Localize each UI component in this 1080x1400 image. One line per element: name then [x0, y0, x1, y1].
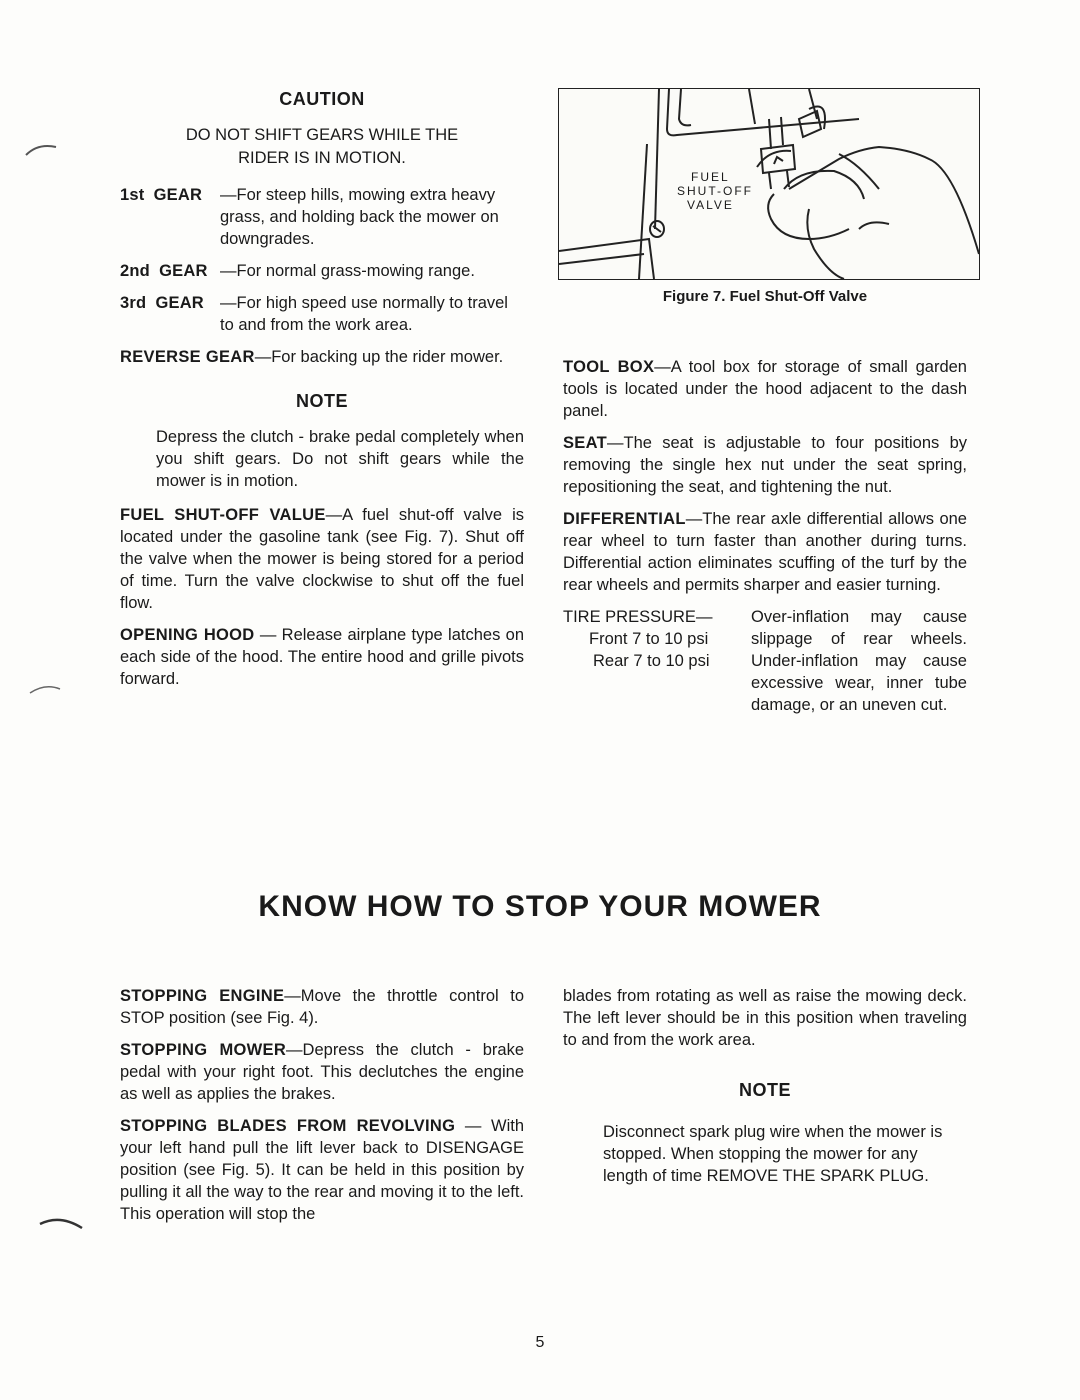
tire-notes: Over-inflation may cause slippage of rear wheels. Under-inflation may cause excessive wear, inner tube damage, or an uneven cut. [751, 608, 967, 714]
figure-label-shutoff: SHUT-OFF [677, 184, 753, 198]
fuel-valve-label: FUEL SHUT-OFF VALUE [120, 506, 326, 524]
tool-box-paragraph [563, 356, 967, 422]
differential-paragraph [563, 508, 967, 596]
stopping-mower-text: —Depress the clutch - brake pedal with your right foot. This declutches the engine as well as applies the brakes. [120, 1041, 524, 1103]
caution-heading: CAUTION [279, 89, 365, 109]
caution-text [120, 124, 524, 170]
caution-line-1: DO NOT SHIFT GEARS WHILE THE [185, 126, 459, 144]
tire-front: Front 7 to 10 psi [589, 630, 709, 648]
page-number: 5 [535, 1334, 545, 1351]
seat-paragraph [563, 432, 967, 498]
seat-text: —The seat is adjustable to four positions by removing the single hex nut under the seat spring, repositioning the seat, and tightening the nut. [563, 434, 967, 496]
note-heading: NOTE [738, 1080, 791, 1100]
fuel-valve-illustration [559, 89, 979, 279]
opening-hood-text: — Release airplane type latches on each side of the hood. The entire hood and grille pivots forward. [120, 626, 524, 688]
fuel-valve-paragraph [120, 504, 524, 614]
reverse-label: REVERSE GEAR [120, 348, 255, 366]
gear-num: 2nd [120, 262, 150, 280]
scan-mark [18, 135, 68, 185]
gear-num: 1st [120, 186, 145, 204]
gear-3rd [120, 292, 524, 336]
gear-text: —For normal grass-mowing range. [220, 262, 475, 280]
stopping-mower-paragraph [120, 1039, 524, 1105]
gear-label: GEAR [153, 186, 203, 204]
note-heading: NOTE [295, 391, 348, 411]
stopping-blades-paragraph [120, 1115, 524, 1225]
tool-box-label: TOOL BOX [563, 358, 655, 376]
blades-continued: blades from rotating as well as raise the mowing deck. The left lever should be in this position when traveling to and from the work area. [563, 987, 967, 1049]
gear-num: 3rd [120, 294, 147, 312]
gear-label: GEAR [155, 294, 204, 312]
tire-pressure [563, 606, 967, 716]
bottom-left-column [120, 985, 524, 1235]
tire-label: TIRE PRESSURE— [563, 608, 713, 626]
gear-2nd [120, 260, 524, 282]
reverse-text: —For backing up the rider mower. [254, 348, 504, 366]
stopping-engine-text: —Move the throttle control to STOP position (see Fig. 4). [120, 987, 524, 1027]
stopping-engine-label: STOPPING ENGINE [120, 987, 285, 1005]
scan-mark [20, 675, 70, 705]
fuel-valve-figure [558, 88, 980, 280]
reverse-gear [120, 346, 524, 368]
figure-caption: Figure 7. Fuel Shut-Off Valve [662, 288, 868, 305]
stopping-blades-label: STOPPING BLADES FROM REVOLVING [120, 1117, 456, 1135]
scan-mark [30, 1208, 90, 1238]
gear-label: GEAR [159, 262, 208, 280]
caution-line-2: RIDER IS IN MOTION. [238, 149, 406, 167]
note-text: Depress the clutch - brake pedal completely when you shift gears. Do not shift gears while the mower is in motion. [156, 428, 524, 490]
gear-1st [120, 184, 524, 250]
left-column [120, 88, 524, 700]
gear-text: —For steep hills, mowing extra heavy grass, and holding back the mower on downgrades. [220, 186, 499, 248]
differential-text: —The rear axle differential allows one rear wheel to turn faster than another during turns. Differential action eliminates scuffing of the turf by the rear wheels and permits sharper and easier turning. [563, 510, 967, 594]
stopping-engine-paragraph [120, 985, 524, 1029]
stopping-blades-text: — With your left hand pull the lift lever back to DISENGAGE position (see Fig. 5). It can be held in this position by pulling it all the way to the rear and moving it to the left. This operation will stop the [120, 1117, 524, 1223]
tire-rear: Rear 7 to 10 psi [593, 652, 710, 670]
seat-label: SEAT [563, 434, 607, 452]
differential-label: DIFFERENTIAL [563, 510, 686, 528]
tool-box-text: —A tool box for storage of small garden tools is located under the hood adjacent to the dash panel. [563, 358, 967, 420]
opening-hood-paragraph [120, 624, 524, 690]
fuel-valve-text: —A fuel shut-off valve is located under the gasoline tank (see Fig. 7). Shut off the valve when the mower is being stored for a period of time. Turn the valve clockwise to shut off the fuel flow. [120, 506, 524, 612]
gear-text: —For high speed use normally to travel to and from the work area. [220, 294, 508, 334]
stopping-mower-label: STOPPING MOWER [120, 1041, 287, 1059]
figure-label-fuel: FUEL [691, 170, 730, 184]
note-text: Disconnect spark plug wire when the mower is stopped. When stopping the mower for any length of time REMOVE THE SPARK PLUG. [603, 1123, 943, 1185]
figure-label-valve: VALVE [687, 198, 734, 212]
opening-hood-label: OPENING HOOD [120, 626, 255, 644]
section-title: KNOW HOW TO STOP YOUR MOWER [258, 890, 822, 923]
bottom-right-column [563, 985, 967, 1187]
right-column [563, 88, 967, 716]
